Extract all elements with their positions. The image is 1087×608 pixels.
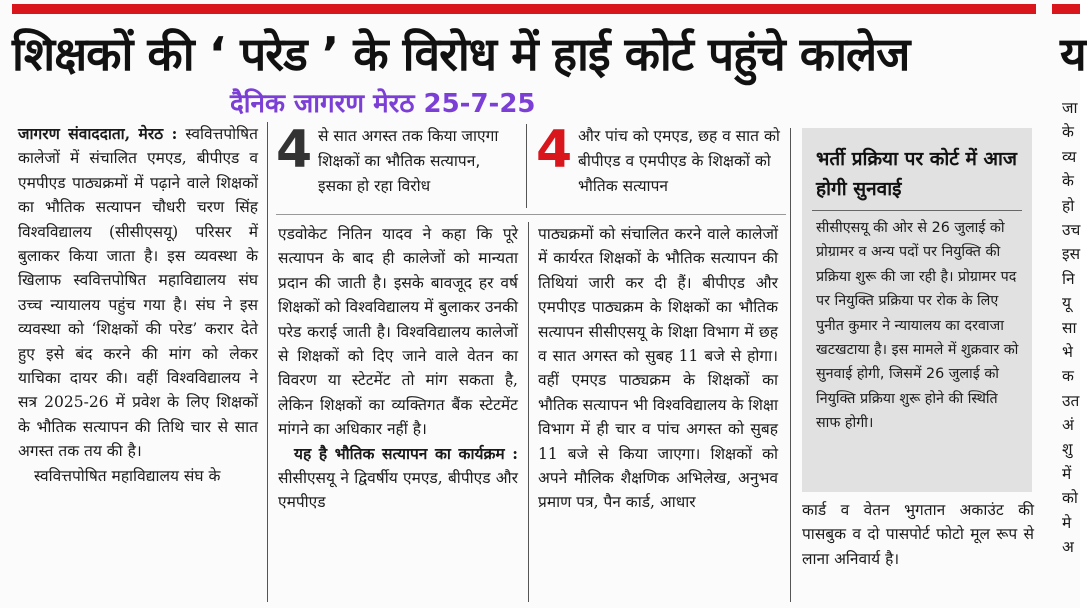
- highlight-bullet-2: [536, 120, 786, 199]
- date-stamp: दैनिक जागरण मेरठ 25-7-25: [230, 89, 536, 119]
- headline: शिक्षकों की ‘ परेड ’ के विरोध में हाई कोर्ट पहुंचे कालेज: [12, 27, 910, 81]
- fragment-line: के: [1062, 172, 1074, 191]
- fragment-line: नि: [1062, 269, 1075, 288]
- bullet-underline: [276, 214, 786, 215]
- section-text: सीसीएसयू ने द्विवर्षीय एमएड, बीपीएड और एमपीएड: [278, 469, 518, 512]
- fragment-line: के: [1062, 123, 1074, 142]
- fragment-line: व्य: [1062, 147, 1077, 166]
- fragment-line: हो: [1062, 196, 1075, 215]
- fragment-line: अं: [1062, 416, 1074, 435]
- header-red-bar-right: [1052, 4, 1080, 14]
- fragment-line: को: [1062, 489, 1078, 508]
- column-3-paragraph: पाठ्यक्रमों को संचालित करने वाले कालेजों में कार्यरत शिक्षकों के भौतिक सत्यापन की तिथियां जारी कर दी हैं। बीपीएड और एमपीएड पाठ्यक्रम के शिक्षकों का भौतिक सत्यापन सीसीएसयू के शिक्षा विभाग में छह व सात अगस्त को सुबह 11 बजे से होगा। वहीं एमएड पाठ्यक्रम के शिक्षकों का भौतिक सत्यापन भी विश्वविद्यालय के शिक्षा विभाग में ही चार व पांच अगस्त को सुबह 11 बजे से किया जाएगा। शिक्षकों को अपने मौलिक शैक्षणिक अभिलेख, अनुभव प्रमाण पत्र, पैन कार्ड, आधार: [538, 225, 778, 512]
- highlight-bullet-1: [276, 120, 516, 199]
- column-3: [538, 222, 778, 602]
- column-divider: [267, 122, 268, 602]
- adjacent-article-fragment: [1062, 96, 1080, 606]
- column-divider: [790, 128, 791, 602]
- box-body: [816, 216, 1022, 436]
- box-title: भर्ती प्रक्रिया पर कोर्ट में आज होगी सुनवाई: [816, 148, 1017, 200]
- bullet-number: 4: [276, 120, 313, 180]
- adjacent-headline-fragment: य: [1060, 27, 1087, 81]
- fragment-line: अ: [1062, 538, 1074, 557]
- fragment-line: सा: [1062, 318, 1077, 337]
- column-1: [18, 122, 258, 602]
- bullet-text: और पांच को एमएड, छह व सात को बीपीएड व एमपीएड के शिक्षकों को भौतिक सत्यापन: [578, 127, 780, 195]
- fragment-line: शु: [1062, 440, 1073, 459]
- sidebar-box: [802, 128, 1032, 492]
- column-1-last-paragraph: स्ववित्तपोषित महाविद्यालय संघ के: [34, 466, 221, 485]
- box-text: सीसीएसयू की ओर से 26 जुलाई को प्रोग्रामर व अन्य पदों पर नियुक्ति की प्रक्रिया शुरू की जा रही है। प्रोग्रामर पद पर नियुक्ति प्रक्रिया पर रोक के लिए पुनीत कुमार ने न्यायालय का दरवाजा खटखटाया है। इस मामले में शुक्रवार को सुनवाई होगी, जिसमें 26 जुलाई को नियुक्ति प्रक्रिया शुरू होने की स्थिति साफ होगी।: [816, 220, 1019, 432]
- fragment-line: उच: [1062, 220, 1081, 239]
- column-divider: [528, 222, 529, 602]
- column-4-paragraph: कार्ड व वेतन भुगतान अकाउंट की पासबुक व दो पासपोर्ट फोटो मूल रूप से लाना अनिवार्य है।: [802, 501, 1034, 568]
- bullet-text: से सात अगस्त तक किया जाएगा शिक्षकों का भौतिक सत्यापन, इसका हो रहा विरोध: [318, 127, 499, 195]
- bullet-divider: [526, 124, 527, 208]
- box-divider: [812, 210, 1022, 211]
- byline: जागरण संवाददाता, मेरठ :: [18, 124, 178, 143]
- bullet-number: 4: [536, 120, 573, 180]
- intro-text: स्ववित्तपोषित कालेजों में संचालित एमएड, बीपीएड व एमपीएड पाठ्यक्रमों में पढ़ाने वाले शिक्षकों का भौतिक सत्यापन चौधरी चरण सिंह विश्वविद्यालय (सीसीएसयू) परिसर में बुलाकर किया जाता है। इस व्यवस्था के खिलाफ स्ववित्तपोषित महाविद्यालय संघ उच्च न्यायालय पहुंच गया है। संघ ने इस व्यवस्था को ‘शिक्षकों की परेड’ करार देते हुए इसे बंद करने की मांग को लेकर याचिका दायर की। वहीं विश्वविद्यालय ने सत्र 2025-26 में प्रवेश के लिए शिक्षकों के भौतिक सत्यापन की तिथि चार से सात अगस्त तक तय की है।: [18, 125, 258, 461]
- fragment-line: भे: [1062, 342, 1073, 361]
- column-4: [802, 498, 1034, 602]
- fragment-line: मे: [1062, 513, 1072, 532]
- column-2: [278, 222, 518, 602]
- header-red-bar: [12, 4, 1036, 14]
- section-paragraph: [278, 442, 518, 515]
- column-2-paragraph: एडवोकेट नितिन यादव ने कहा कि पूरे सत्यापन के बाद ही कालेजों को मान्यता प्रदान की जाती है। इसके बावजूद हर वर्ष शिक्षकों को विश्वविद्यालय में बुलाकर उनकी परेड कराई जाती है। विश्वविद्यालय कालेजों से शिक्षकों को दिए जाने वाले वेतन का विवरण या स्टेटमेंट तो मांग सकता है, लेकिन शिक्षकों का व्यक्तिगत बैंक स्टेटमेंट मांगने का अधिकार नहीं है।: [278, 225, 518, 439]
- fragment-line: जा: [1062, 99, 1078, 117]
- fragment-line: इस: [1062, 245, 1081, 264]
- fragment-line: यू: [1062, 294, 1071, 313]
- article-intro: [18, 122, 258, 464]
- fragment-line: क: [1062, 367, 1074, 386]
- fragment-line: में: [1062, 464, 1072, 483]
- fragment-line: उत: [1062, 391, 1080, 410]
- section-subhead: यह है भौतिक सत्यापन का कार्यक्रम :: [294, 443, 518, 463]
